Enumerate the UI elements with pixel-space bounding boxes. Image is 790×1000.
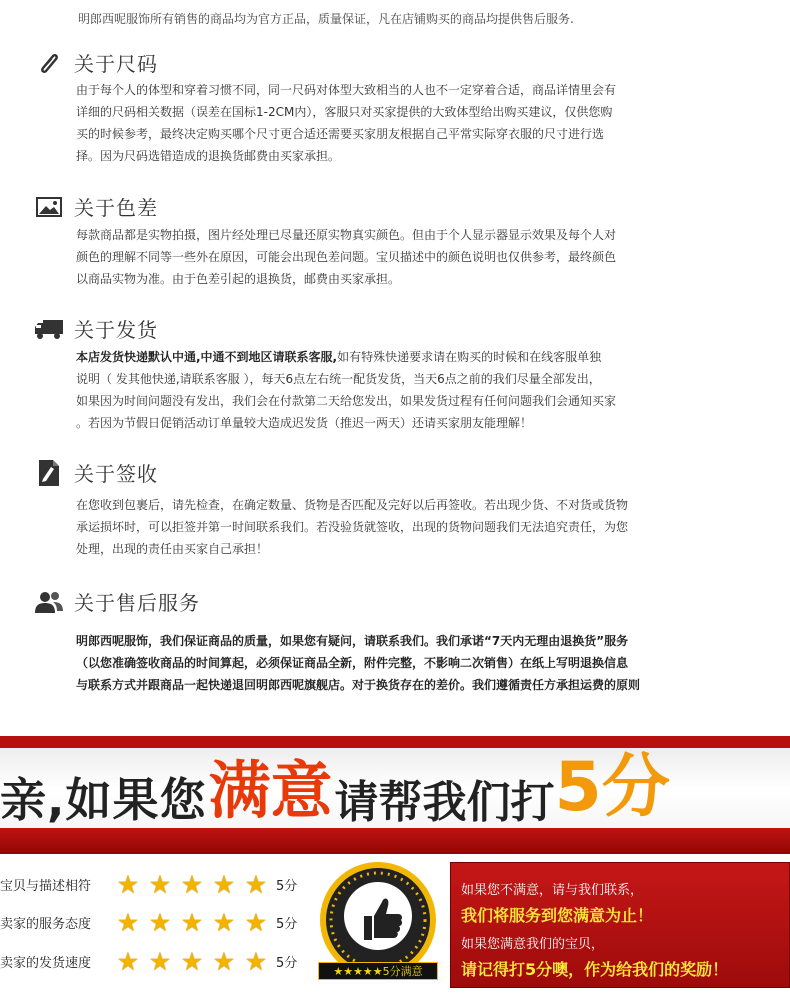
rating-row-description: 宝贝与描述相符 ★ ★ ★ ★ ★ 5分 [0,869,298,899]
section-size-title: 关于尺码 [34,48,158,77]
star-icon: ★ [116,907,140,937]
rating-row-service: 卖家的服务态度 ★ ★ ★ ★ ★ 5分 [0,907,298,937]
star-icon: ★ [212,946,236,976]
star-icons [112,908,272,937]
users-icon [34,589,64,615]
star-icon: ★ [180,907,204,937]
section-receipt-title: 关于签收 [34,458,158,487]
paperclip-icon [34,50,64,76]
star-icons [112,870,272,899]
intro-text: 明郎西呢服饰所有销售的商品均为官方正品，质量保证，凡在店铺购买的商品均提供售后服务. [78,12,574,26]
section-shipping-title: 关于发货 [34,314,158,343]
satisfaction-message-box: 如果您不满意，请与我们联系， 我们将服务到您满意为止！ 如果您满意我们的宝贝， 请记得打5分噢，作为给我们的奖励！ [450,862,790,988]
picture-icon [34,194,64,220]
section-aftersale-title: 关于售后服务 [34,587,200,616]
star-icon: ★ [148,907,172,937]
truck-icon [34,316,64,342]
banner-slogan: 亲,如果您 满意 请帮我们打 5分 [0,748,670,828]
star-icon: ★ [244,907,268,937]
badge-label: ★★★★★5分满意 [318,962,438,980]
star-icon: ★ [116,869,140,899]
star-icon: ★ [244,946,268,976]
five-star-badge [314,858,442,986]
star-icon: ★ [180,946,204,976]
rating-row-shipping: 卖家的发货速度 ★ ★ ★ ★ ★ 5分 [0,946,298,976]
star-icon: ★ [212,907,236,937]
star-icon: ★ [180,869,204,899]
section-aftersale-text: 明郎西呢服饰，我们保证商品的质量，如果您有疑问，请联系我们。我们承诺“7天内无理由退换货”服务 （以您准确签收商品的时间算起，必须保证商品全新，附件完整，不影响二次销售）在纸上写明退换信息 与联系方式并跟商品一起快递退回明郎西呢旗舰店。对于换货存在的差价。我们遵循责任方承担运费的原则 [76,634,641,692]
section-color-title: 关于色差 [34,192,158,221]
section-size-text: 由于每个人的体型和穿着习惯不同，同一尺码对体型大致相当的人也不一定穿着合适，商品详情里会有 详细的尺码相关数据（误差在国标1-2CM内），客服只对买家提供的大致体型给出购买建议，仅供您购 买的时候参考，最终决定购买哪个尺寸更合适还需要买家朋友根据自己平常实际穿衣服的尺寸进行选 择。因为尺码选错造成的退换货邮费由买家承担。 [76,83,617,163]
star-icon: ★ [148,946,172,976]
section-receipt-text: 在您收到包裹后，请先检查，在确定数量、货物是否匹配及完好以后再签收。若出现少货、不对货或货物 承运损坏时，可以拒签并第一时间联系我们。若没验货就签收，出现的货物问题我们无法追究责任，为您 处理，出现的责任由买家自己承担！ [76,498,629,556]
sign-icon [34,460,64,486]
star-icon: ★ [116,946,140,976]
star-icon: ★ [212,869,236,899]
star-icons [112,947,272,976]
rating-banner [0,736,790,854]
section-shipping-text: 本店发货快递默认中通,中通不到地区请联系客服,如有特殊快递要求请在购买的时候和在线客服单独 说明（ 发其他快递,请联系客服 ），每天6点左右统一配货发货，当天6点之前的我们尽量全部发出， 如果因为时间问题没有发出，我们会在付款第二天给您发出，如果发货过程有任何问题我们会通知买家 。若因为节假日促销活动订单量较大造成迟发货（推迟一两天）还请买家朋友能理解！ [76,350,617,430]
star-icon: ★ [148,869,172,899]
section-color-text: 每款商品都是实物拍摄，图片经处理已尽量还原实物真实颜色。但由于个人显示器显示效果及每个人对 颜色的理解不同等一些外在原因，可能会出现色差问题。宝贝描述中的颜色说明也仅供参考，最终颜色 以商品实物为准。由于色差引起的退换货，邮费由买家承担。 [76,228,617,286]
star-icon: ★ [244,869,268,899]
